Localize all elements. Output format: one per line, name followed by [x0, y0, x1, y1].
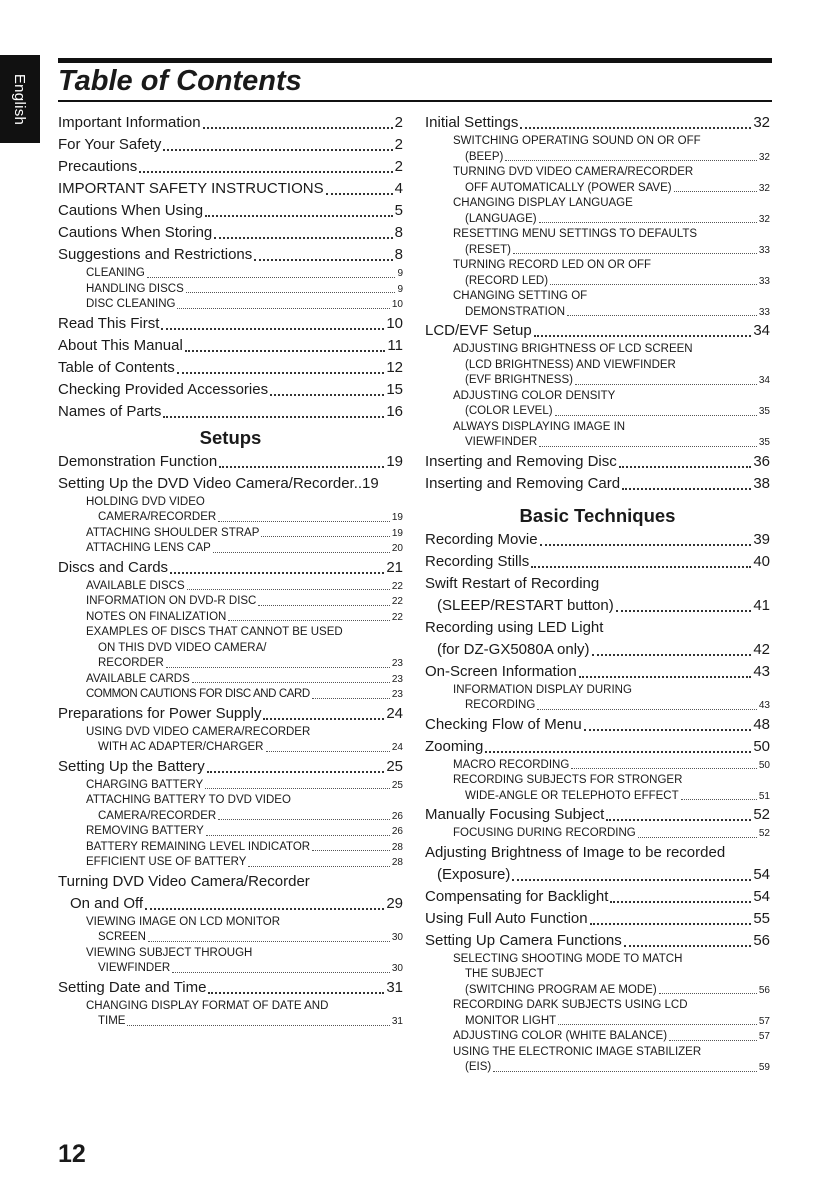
- toc-entry[interactable]: Compensating for Backlight 54: [425, 887, 770, 905]
- section-header-basic-techniques: Basic Techniques: [519, 504, 676, 526]
- toc-entry[interactable]: On-Screen Information 43: [425, 662, 770, 680]
- toc-subentry[interactable]: ALWAYS DISPLAYING IMAGE IN VIEWFINDER 35: [453, 420, 770, 448]
- toc-entry[interactable]: Checking Flow of Menu 48: [425, 715, 770, 733]
- toc-entry[interactable]: Discs and Cards 21: [58, 558, 403, 576]
- toc-entry[interactable]: Demonstration Function 19: [58, 452, 403, 470]
- toc-subentry[interactable]: FOCUSING DURING RECORDING 52: [453, 827, 770, 839]
- toc-subentry[interactable]: NOTES ON FINALIZATION 22: [86, 610, 403, 623]
- toc-subentry[interactable]: ATTACHING LENS CAP 20: [86, 542, 403, 554]
- toc-subentry[interactable]: USING THE ELECTRONIC IMAGE STABILIZER (EIS) 59: [453, 1045, 770, 1073]
- toc-subentry[interactable]: VIEWING IMAGE ON LCD MONITOR SCREEN 30: [86, 915, 403, 943]
- toc-subentry[interactable]: CHARGING BATTERY 25: [86, 778, 403, 791]
- toc-subentry[interactable]: RECORDING DARK SUBJECTS USING LCD MONITOR LIGHT 57: [453, 999, 770, 1027]
- toc-left-column: [58, 112, 403, 1030]
- toc-entry[interactable]: Suggestions and Restrictions 8: [58, 246, 403, 263]
- toc-subentry[interactable]: INFORMATION ON DVD-R DISC 22: [86, 595, 403, 607]
- toc-entry[interactable]: Setting Up Camera Functions 56: [425, 931, 770, 949]
- title-rule-bottom: [58, 100, 772, 102]
- toc-entry[interactable]: Preparations for Power Supply 24: [58, 704, 403, 722]
- toc-entry[interactable]: Important Information 2: [58, 114, 403, 131]
- page-title: Table of Contents: [58, 65, 302, 97]
- toc-entry[interactable]: Zooming 50: [425, 737, 770, 755]
- toc-entry[interactable]: LCD/EVF Setup 34: [425, 322, 770, 339]
- toc-entry[interactable]: Recording using LED Light (for DZ-GX5080A only) 42: [425, 618, 770, 658]
- toc-subentry[interactable]: CLEANING 9: [86, 267, 403, 279]
- toc-subentry[interactable]: INFORMATION DISPLAY DURING RECORDING 43: [453, 683, 770, 711]
- toc-right-column: [425, 112, 770, 1076]
- toc-subentry[interactable]: MACRO RECORDING 50: [453, 758, 770, 771]
- toc-subentry[interactable]: REMOVING BATTERY 26: [86, 825, 403, 837]
- toc-subentry[interactable]: EXAMPLES OF DISCS THAT CANNOT BE USED ON THIS DVD VIDEO CAMERA/ RECORDER 23: [86, 626, 403, 669]
- language-side-tab: [0, 55, 40, 143]
- toc-entry[interactable]: About This Manual 11: [58, 336, 403, 354]
- toc-entry[interactable]: Names of Parts 16: [58, 402, 403, 420]
- toc-subentry[interactable]: HANDLING DISCS 9: [86, 282, 403, 295]
- toc-subentry[interactable]: TURNING RECORD LED ON OR OFF (RECORD LED) 33: [453, 259, 770, 287]
- toc-entry[interactable]: Cautions When Storing 8: [58, 224, 403, 241]
- toc-entry[interactable]: Setting Up the DVD Video Camera/Recorder.. 19: [58, 474, 379, 492]
- toc-subentry[interactable]: AVAILABLE CARDS 23: [86, 672, 403, 685]
- toc-subentry[interactable]: COMMON CAUTIONS FOR DISC AND CARD 23: [86, 688, 403, 700]
- toc-subentry[interactable]: CHANGING DISPLAY FORMAT OF DATE AND TIME 31: [86, 999, 403, 1027]
- toc-subentry[interactable]: ATTACHING SHOULDER STRAP 19: [86, 526, 403, 539]
- section-header-setups: Setups: [199, 426, 262, 448]
- toc-subentry[interactable]: DISC CLEANING 10: [86, 298, 403, 310]
- toc-entry[interactable]: Recording Movie 39: [425, 530, 770, 548]
- toc-subentry[interactable]: HOLDING DVD VIDEO CAMERA/RECORDER 19: [86, 495, 403, 523]
- toc-entry[interactable]: Setting Date and Time 31: [58, 978, 403, 996]
- toc-entry[interactable]: Checking Provided Accessories 15: [58, 380, 403, 398]
- toc-subentry[interactable]: ATTACHING BATTERY TO DVD VIDEO CAMERA/RECORDER 26: [86, 794, 403, 822]
- toc-entry[interactable]: Turning DVD Video Camera/Recorder On and Off 29: [58, 872, 403, 912]
- toc-entry[interactable]: Recording Stills 40: [425, 552, 770, 570]
- toc-entry[interactable]: Using Full Auto Function 55: [425, 909, 770, 927]
- toc-subentry[interactable]: SWITCHING OPERATING SOUND ON OR OFF (BEEP) 32: [453, 135, 770, 163]
- toc-subentry[interactable]: TURNING DVD VIDEO CAMERA/RECORDER OFF AUTOMATICALLY (POWER SAVE) 32: [453, 166, 770, 194]
- toc-entry[interactable]: Manually Focusing Subject 52: [425, 806, 770, 823]
- toc-entry[interactable]: Inserting and Removing Card 38: [425, 474, 770, 492]
- toc-entry[interactable]: Adjusting Brightness of Image to be recorded (Exposure) 54: [425, 843, 770, 883]
- toc-entry[interactable]: Read This First 10: [58, 314, 403, 332]
- toc-subentry[interactable]: ADJUSTING COLOR (WHITE BALANCE) 57: [453, 1030, 770, 1042]
- toc-entry[interactable]: Precautions 2: [58, 158, 403, 175]
- toc-entry[interactable]: IMPORTANT SAFETY INSTRUCTIONS 4: [58, 180, 403, 197]
- page-number: 12: [58, 1140, 86, 1168]
- toc-subentry[interactable]: AVAILABLE DISCS 22: [86, 579, 403, 592]
- toc-subentry[interactable]: SELECTING SHOOTING MODE TO MATCH THE SUBJECT (SWITCHING PROGRAM AE MODE) 56: [453, 952, 770, 996]
- toc-entry[interactable]: Setting Up the Battery 25: [58, 757, 403, 775]
- toc-entry[interactable]: Initial Settings 32: [425, 114, 770, 131]
- toc-subentry[interactable]: BATTERY REMAINING LEVEL INDICATOR 28: [86, 840, 403, 853]
- toc-entry[interactable]: Table of Contents 12: [58, 358, 403, 376]
- toc-subentry[interactable]: RESETTING MENU SETTINGS TO DEFAULTS (RESET) 33: [453, 228, 770, 256]
- toc-subentry[interactable]: EFFICIENT USE OF BATTERY 28: [86, 856, 403, 868]
- toc-entry[interactable]: Swift Restart of Recording (SLEEP/RESTART button) 41: [425, 574, 770, 614]
- toc-entry[interactable]: Cautions When Using 5: [58, 202, 403, 219]
- toc-entry[interactable]: Inserting and Removing Disc 36: [425, 452, 770, 470]
- toc-subentry[interactable]: CHANGING SETTING OF DEMONSTRATION 33: [453, 290, 770, 318]
- toc-subentry[interactable]: CHANGING DISPLAY LANGUAGE (LANGUAGE) 32: [453, 197, 770, 225]
- toc-subentry[interactable]: ADJUSTING BRIGHTNESS OF LCD SCREEN (LCD BRIGHTNESS) AND VIEWFINDER (EVF BRIGHTNESS) 34: [453, 343, 770, 386]
- toc-subentry[interactable]: RECORDING SUBJECTS FOR STRONGER WIDE-ANGLE OR TELEPHOTO EFFECT 51: [453, 774, 770, 802]
- toc-subentry[interactable]: VIEWING SUBJECT THROUGH VIEWFINDER 30: [86, 946, 403, 974]
- toc-subentry[interactable]: ADJUSTING COLOR DENSITY (COLOR LEVEL) 35: [453, 389, 770, 417]
- toc-entry[interactable]: For Your Safety 2: [58, 136, 403, 153]
- toc-subentry[interactable]: USING DVD VIDEO CAMERA/RECORDER WITH AC ADAPTER/CHARGER 24: [86, 725, 403, 753]
- language-tab-label: English: [11, 73, 29, 125]
